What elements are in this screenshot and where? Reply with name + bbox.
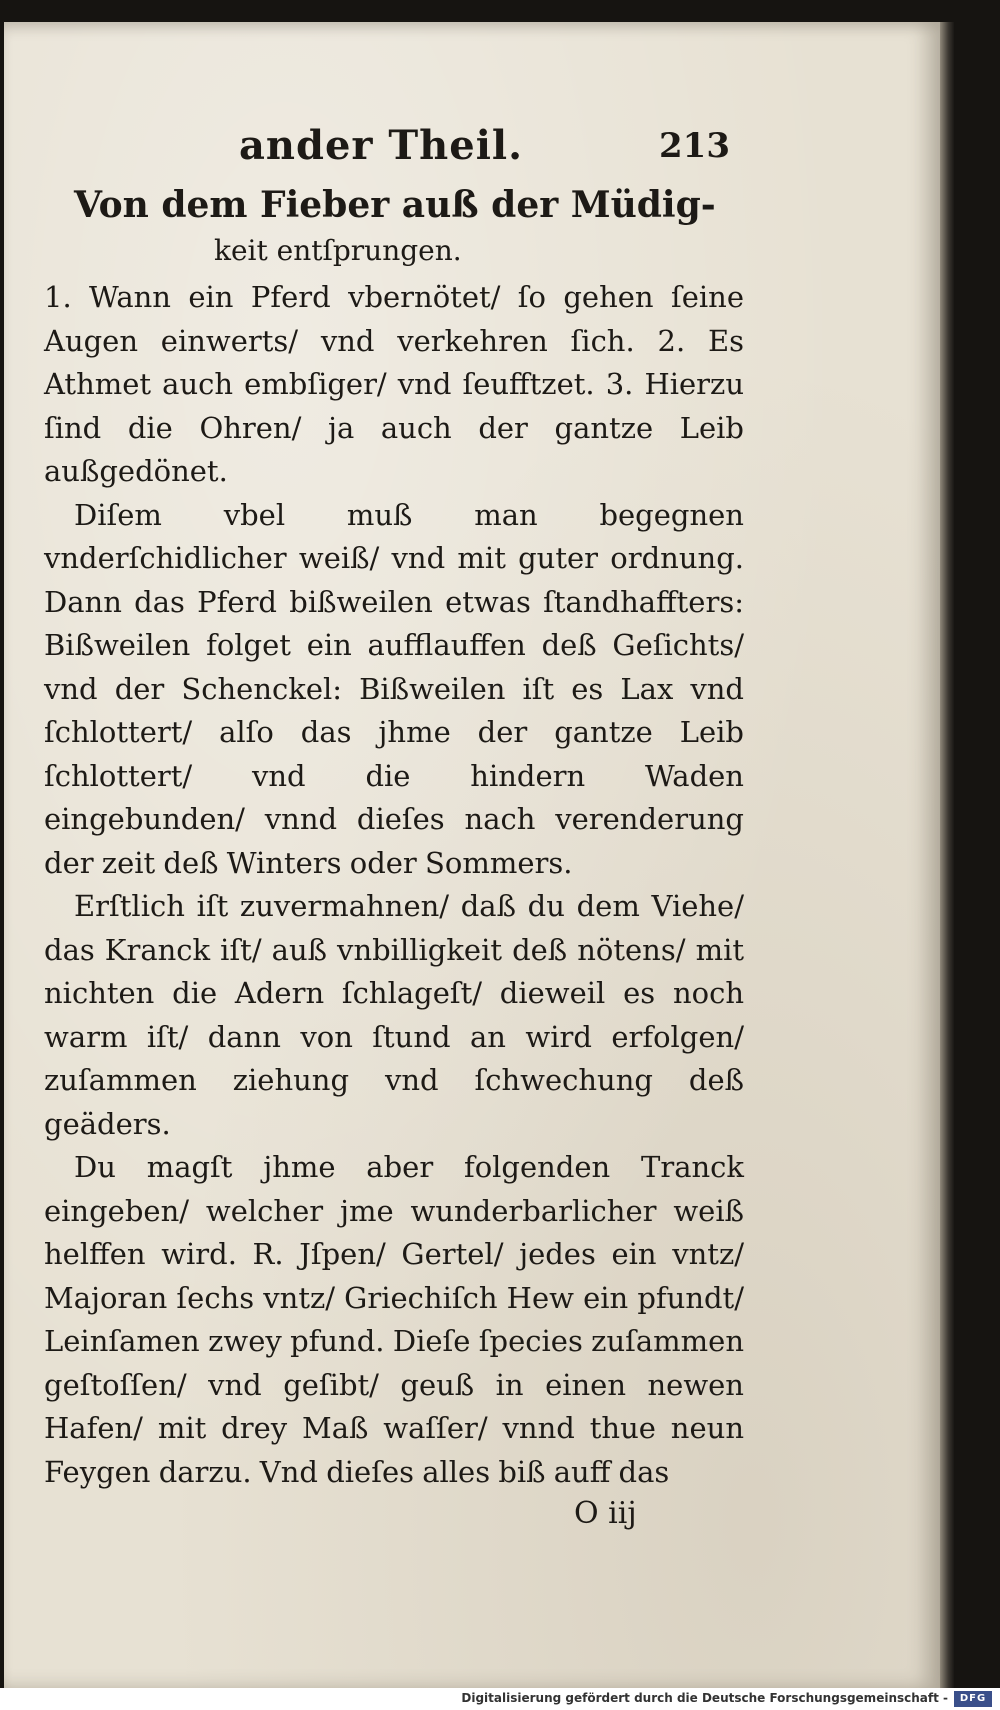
- paragraph-1: 1. Wann ein Pferd vbernötet/ ſo gehen ſeine Augen einwerts/ vnd verkehren ſich. 2. Es Athmet auch embſiger/ vnd ſeufftzet. 3. Hierzu ſind die Ohren/ ja auch der gantze Leib außgedönet.: [44, 280, 744, 488]
- digitization-credit: Digitalisierung gefördert durch die Deutsche Forschungsgemeinschaft -: [461, 1691, 948, 1705]
- page-text-block: [44, 112, 744, 1542]
- page-edge-shadow: [940, 22, 954, 1688]
- dfg-logo: DFG: [954, 1691, 992, 1707]
- book-page: [4, 22, 940, 1688]
- chapter-title-line-2: keit entſprungen.: [214, 234, 462, 267]
- chapter-title-line-1: Von dem Fieber auß der Müdig-: [74, 184, 716, 226]
- signature-line: [44, 1494, 744, 1542]
- paragraph-3: Erſtlich iſt zuvermahnen/ daß du dem Viehe/ das Kranck iſt/ auß vnbilligkeit deß nötens/ mit nichten die Adern ſchlageſt/ dieweil es noch warm iſt/ dann von ſtund an wird erfolgen/ zuſammen ziehung vnd ſchwechung deß geäders.: [44, 889, 744, 1141]
- signature-mark: O iij: [574, 1496, 637, 1531]
- running-head: [44, 112, 744, 182]
- running-title: ander Theil.: [239, 122, 524, 169]
- page-number: 213: [659, 126, 730, 166]
- footer-bar: [0, 1688, 1000, 1710]
- paragraph-2: Diſem vbel muß man begegnen vnderſchidlicher weiß/ vnd mit guter ordnung. Dann das Pferd bißweilen etwas ſtandhaffters: Bißweilen folget ein aufflauffen deß Geſichts/ vnd der Schenckel: Bißweilen iſt es Lax vnd ſchlottert/ alſo das jhme der gantze Leib ſchlottert/ vnd die hindern Waden eingebunden/ vnnd dieſes nach verenderung der zeit deß Winters oder Sommers.: [44, 497, 744, 880]
- paragraph-4: Du magſt jhme aber folgenden Tranck eingeben/ welcher jme wunderbarlicher weiß helffen wird. R. Jſpen/ Gertel/ jedes ein vntz/ Majoran ſechs vntz/ Griechiſch Hew ein pfundt/ Leinſamen zwey pfund. Dieſe ſpecies zuſammen geſtoſſen/ vnd geſibt/ geuß in einen newen Hafen/ mit drey Maß waſſer/ vnnd thue neun Feygen darzu. Vnd dieſes alles biß auff das: [44, 1150, 744, 1489]
- chapter-title: [44, 182, 744, 274]
